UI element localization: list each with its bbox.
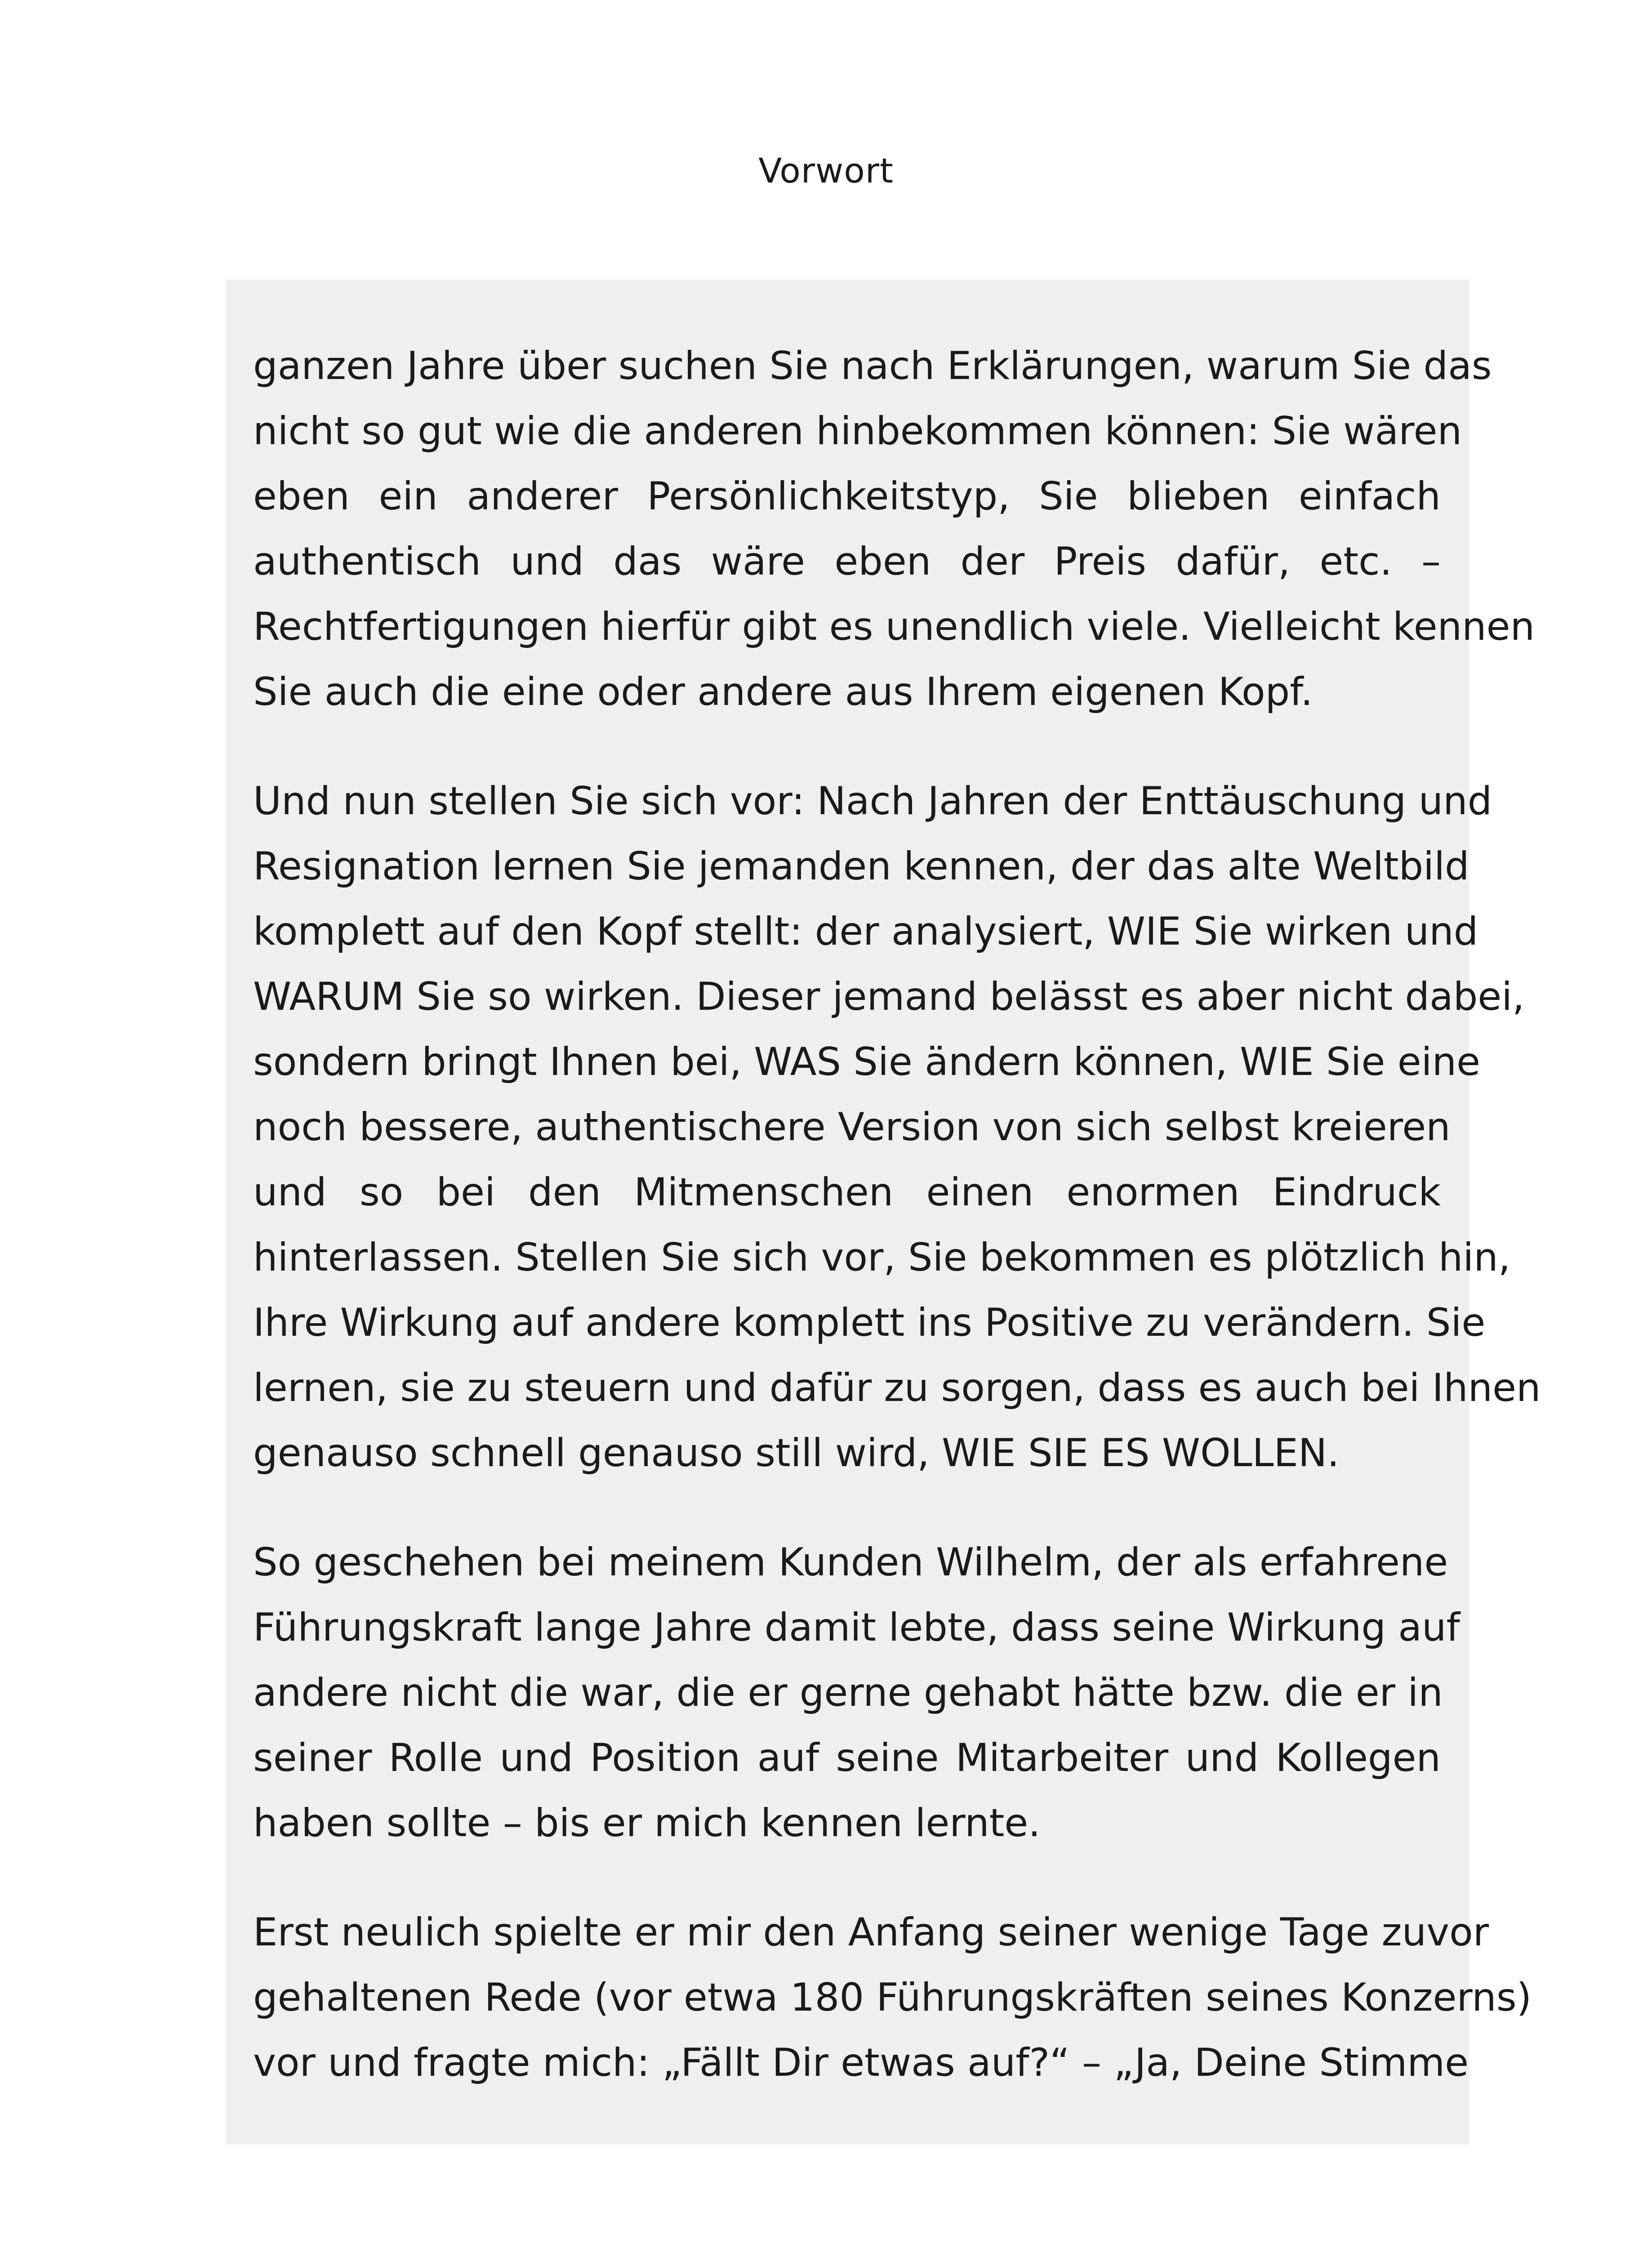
running-header-title: Vorwort <box>758 151 894 191</box>
text-line: Sie auch die eine oder andere aus Ihrem eigenen Kopf. <box>253 669 1313 714</box>
text-line: haben sollte – bis er mich kennen lernte. <box>253 1801 1041 1846</box>
text-line: So geschehen bei meinem Kunden Wilhelm, der als erfahrene <box>253 1540 1448 1585</box>
text-line: Resignation lernen Sie jemanden kennen, der das alte Weltbild <box>253 844 1469 889</box>
text-line: Erst neulich spielte er mir den Anfang seiner wenige Tage zuvor <box>253 1910 1489 1955</box>
text-line: lernen, sie zu steuern und dafür zu sorgen, dass es auch bei Ihnen <box>253 1365 1541 1410</box>
text-line: seiner Rolle und Position auf seine Mitarbeiter und Kollegen <box>253 1735 1441 1780</box>
text-line: Ihre Wirkung auf andere komplett ins Positive zu verändern. Sie <box>253 1300 1486 1345</box>
text-line: andere nicht die war, die er gerne gehabt hätte bzw. die er in <box>253 1670 1443 1715</box>
paragraph-4 <box>253 1900 1532 2096</box>
paragraph-1 <box>253 334 1535 725</box>
text-line: Und nun stellen Sie sich vor: Nach Jahren der Enttäuschung und <box>253 779 1492 824</box>
text-line: vor und fragte mich: „Fällt Dir etwas auf?“ – „Ja, Deine Stimme <box>253 2040 1469 2085</box>
paragraph-3 <box>253 1530 1460 1856</box>
text-line: nicht so gut wie die anderen hinbekommen können: Sie wären <box>253 409 1462 454</box>
text-line: sondern bringt Ihnen bei, WAS Sie ändern können, WIE Sie eine <box>253 1039 1480 1084</box>
text-line: komplett auf den Kopf stellt: der analysiert, WIE Sie wirken und <box>253 909 1478 954</box>
text-line: eben ein anderer Persönlichkeitstyp, Sie blieben einfach <box>253 474 1441 519</box>
text-line: WARUM Sie so wirken. Dieser jemand belässt es aber nicht dabei, <box>253 974 1525 1019</box>
text-box <box>226 280 1541 2145</box>
text-line: gehaltenen Rede (vor etwa 180 Führungskräften seines Konzerns) <box>253 1975 1532 2020</box>
text-line: noch bessere, authentischere Version von sich selbst kreieren <box>253 1105 1451 1150</box>
text-line: und so bei den Mitmenschen einen enormen Eindruck <box>253 1170 1441 1215</box>
text-line: Rechtfertigungen hierfür gibt es unendlich viele. Vielleicht kennen <box>253 604 1535 649</box>
text-line: hinterlassen. Stellen Sie sich vor, Sie bekommen es plötzlich hin, <box>253 1235 1511 1280</box>
text-line: genauso schnell genauso still wird, WIE SIE ES WOLLEN. <box>253 1431 1340 1476</box>
text-line: authentisch und das wäre eben der Preis dafür, etc. – <box>253 539 1441 584</box>
text-line: ganzen Jahre über suchen Sie nach Erklärungen, warum Sie das <box>253 343 1492 388</box>
text-line: Führungskraft lange Jahre damit lebte, dass seine Wirkung auf <box>253 1605 1460 1650</box>
paragraph-2 <box>253 769 1541 1486</box>
